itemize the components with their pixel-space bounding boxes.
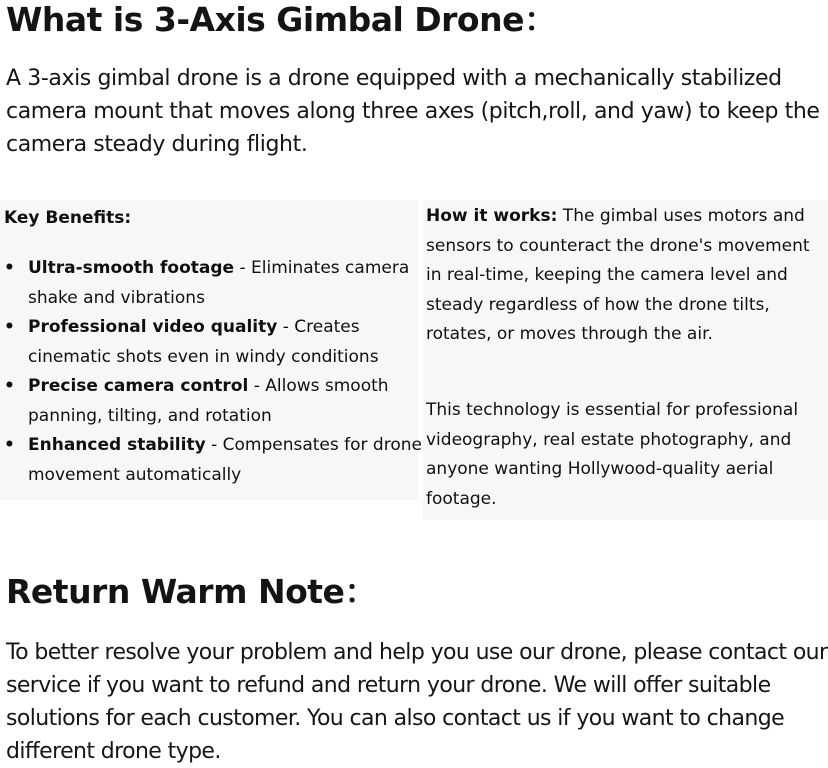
- how-it-works-label: How it works:: [426, 206, 558, 226]
- technology-note-paragraph: This technology is essential for professional videography, real estate photography, and anyone wanting Hollywood-quality aerial footage.: [426, 400, 799, 509]
- benefit-title: Professional video quality: [28, 317, 278, 337]
- benefit-title: Precise camera control: [28, 376, 249, 396]
- benefit-text: - Eliminates camera shake and vibrations: [28, 258, 410, 308]
- key-benefits-heading: Key Benefits:: [4, 208, 132, 228]
- benefit-title: Ultra-smooth footage: [28, 258, 235, 278]
- benefit-item: [4, 254, 422, 313]
- return-note-heading: Return Warm Note：: [6, 572, 377, 611]
- how-it-works-text: The gimbal uses motors and sensors to counteract the drone's movement in real-time, keeping the camera level and steady regardless of how the drone tilts, rotates, or moves through the air.: [426, 206, 810, 344]
- benefit-text: - Allows smooth panning, tilting, and rotation: [28, 376, 389, 426]
- bullet-icon: •: [4, 376, 15, 396]
- benefit-item: [4, 431, 422, 490]
- bullet-icon: •: [4, 435, 15, 455]
- key-benefits-list: [4, 254, 422, 490]
- benefit-item: [4, 372, 422, 431]
- return-note-paragraph: To better resolve your problem and help you use our drone, please contact our service if you want to refund and return your drone. We will offer suitable solutions for each customer. You can also contact us if you want to change different drone type.: [6, 640, 828, 764]
- how-it-works-paragraph: [426, 202, 828, 350]
- gimbal-intro-paragraph: A 3-axis gimbal drone is a drone equipped with a mechanically stabilized camera mount that moves along three axes (pitch,roll, and yaw) to keep the camera steady during flight.: [6, 66, 820, 157]
- bullet-icon: •: [4, 258, 15, 278]
- bullet-icon: •: [4, 317, 15, 337]
- benefit-title: Enhanced stability: [28, 435, 206, 455]
- benefit-text: - Creates cinematic shots even in windy conditions: [28, 317, 379, 367]
- gimbal-section-heading: What is 3-Axis Gimbal Drone：: [6, 0, 557, 39]
- benefit-text: - Compensates for drone movement automatically: [28, 435, 422, 485]
- benefit-item: [4, 313, 422, 372]
